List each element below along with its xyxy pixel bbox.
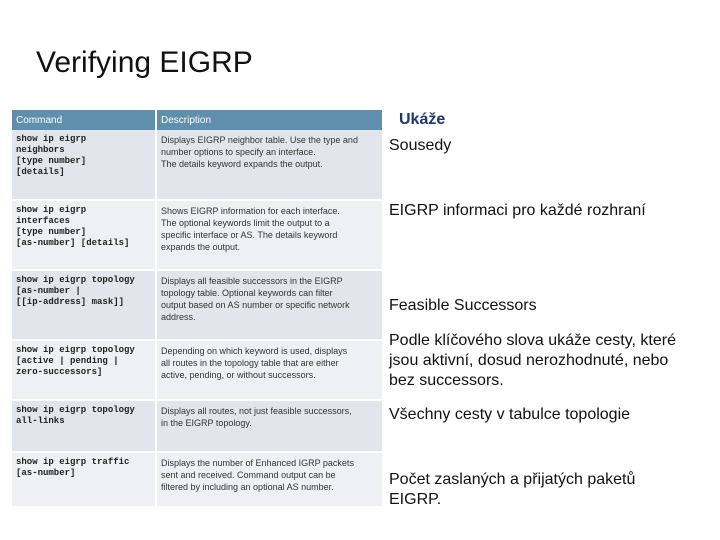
description-text: Displays all routes, not just feasible successors, in the EIGRP topology. xyxy=(161,406,352,428)
description-text: Shows EIGRP information for each interface. The optional keywords limit the output to a specific interface or AS. The details keyword expands the output. xyxy=(161,206,340,252)
command-text: show ip eigrp topology all-links xyxy=(16,405,135,426)
slide-title: Verifying EIGRP xyxy=(36,46,253,79)
table-row xyxy=(12,200,382,270)
command-cell xyxy=(12,452,156,507)
eigrp-commands-table xyxy=(12,110,382,508)
command-cell xyxy=(12,270,156,340)
notes-heading: Ukáže xyxy=(399,111,446,128)
table-row xyxy=(12,130,382,200)
description-cell xyxy=(156,130,382,200)
header-command: Command xyxy=(12,110,156,130)
note-topology-keywords: Podle klíčového slova ukáže cesty, které jsou aktivní, dosud nerozhodnuté, nebo bez successors. xyxy=(389,332,676,389)
command-options: [type number] [as-number] [details] xyxy=(16,227,130,248)
table-header-row xyxy=(12,110,382,130)
description-cell xyxy=(156,400,382,452)
command-text: show ip eigrp topology xyxy=(16,275,135,285)
command-options: [as-number | [[ip-address] mask]] xyxy=(16,286,125,307)
table-row xyxy=(12,452,382,507)
command-text: show ip eigrp traffic xyxy=(16,457,130,467)
description-cell xyxy=(156,452,382,507)
header-description: Description xyxy=(156,110,382,130)
command-text: show ip eigrp topology [active | pending | zero-successors] xyxy=(16,345,135,377)
note-topology: Feasible Successors xyxy=(389,297,537,314)
table-row xyxy=(12,400,382,452)
command-options: [type number] [details] xyxy=(16,156,87,177)
command-text: show ip eigrp neighbors xyxy=(16,134,87,155)
command-options: [as-number] xyxy=(16,468,76,478)
description-text: Depending on which keyword is used, displays all routes in the topology table that are either active, pending, or without successors. xyxy=(161,346,348,380)
command-cell xyxy=(12,400,156,452)
description-text: Displays EIGRP neighbor table. Use the type and number options to specify an interface. The details keyword expands the output. xyxy=(161,135,358,169)
description-text: Displays the number of Enhanced IGRP packets sent and received. Command output can be filtered by including an optional AS number. xyxy=(161,458,354,492)
note-all-links: Všechny cesty v tabulce topologie xyxy=(389,406,631,423)
command-cell xyxy=(12,130,156,200)
note-interfaces: EIGRP informaci pro každé rozhraní xyxy=(389,202,646,219)
command-cell xyxy=(12,340,156,400)
command-cell xyxy=(12,200,156,270)
table-row xyxy=(12,270,382,340)
note-neighbors: Sousedy xyxy=(389,137,452,154)
description-text: Displays all feasible successors in the EIGRP topology table. Optional keywords can filter output based on AS number or specific network address. xyxy=(161,276,350,322)
description-cell xyxy=(156,270,382,340)
table-row xyxy=(12,340,382,400)
note-traffic: Počet zaslaných a přijatých paketů EIGRP. xyxy=(389,471,636,508)
command-text: show ip eigrp interfaces xyxy=(16,205,87,226)
description-cell xyxy=(156,200,382,270)
description-cell xyxy=(156,340,382,400)
